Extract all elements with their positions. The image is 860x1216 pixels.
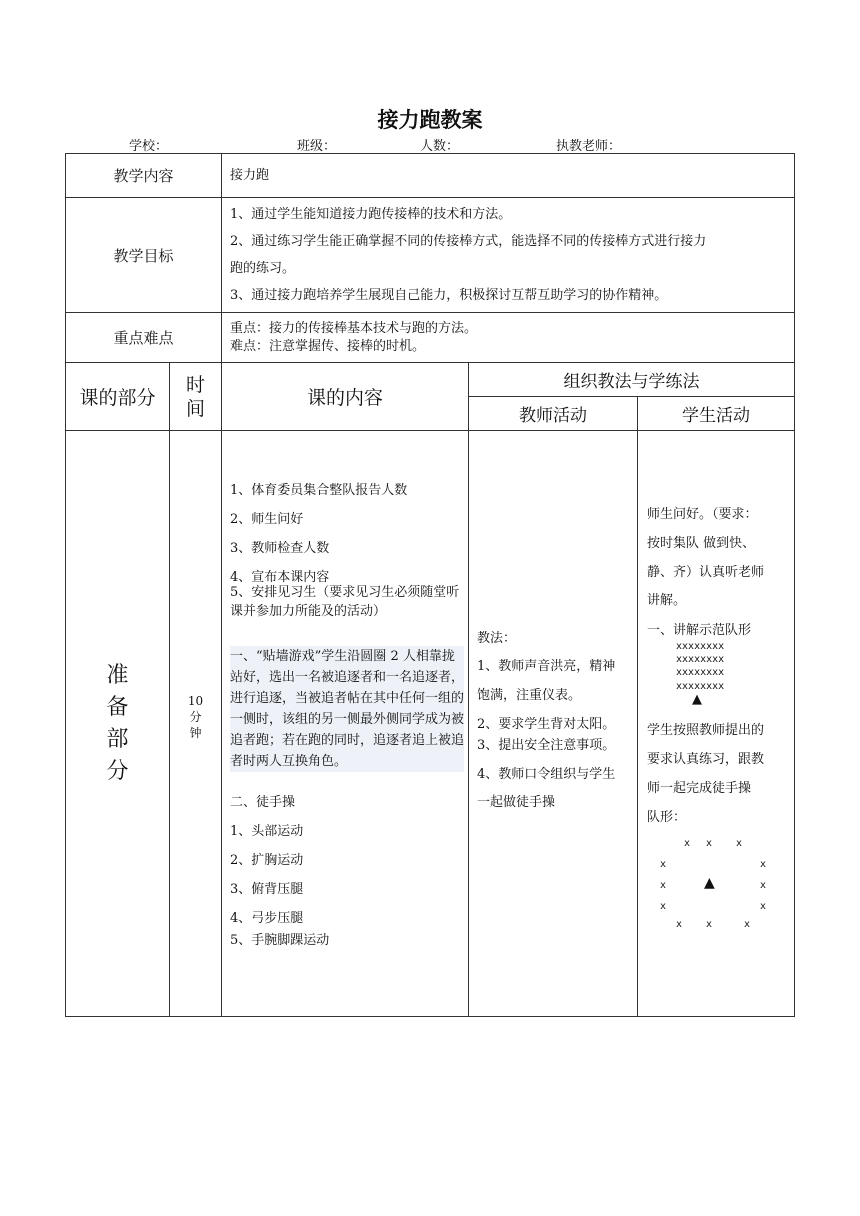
teacher-line-2: 1、教师声音洪亮，精神 <box>477 659 616 674</box>
game-description: 一、“贴墙游戏”学生沿圆圈 2 人相靠拢站好，选出一名被追逐者和一名追逐者，进行追逐，当被追者帖在其中任何一组的一侧时，该组的另一侧最外侧同学成为被追者跑；若在跑的同时，追逐者追上被追者时两人互换角色。 <box>230 646 464 772</box>
school-label: 学校： <box>129 139 169 154</box>
content-label: 教学内容 <box>66 154 222 198</box>
student-line-5: 一、讲解示范队形 <box>647 623 752 638</box>
circle-x: x <box>760 880 767 891</box>
formation-row-1: xxxxxxxx <box>676 641 725 652</box>
count-label: 人数： <box>420 139 460 154</box>
circle-x: x <box>684 838 691 849</box>
key-label: 重点难点 <box>66 313 222 363</box>
goal-2-cont: 跑的练习。 <box>230 261 296 276</box>
exercise-2: 2、扩胸运动 <box>230 853 304 868</box>
formation-row-3: xxxxxxxx <box>676 667 725 678</box>
student-line-9: 队形： <box>647 810 687 825</box>
teacher-activity-column <box>469 431 638 1017</box>
teacher-line-6: 4、教师口令组织与学生 <box>477 767 616 782</box>
circle-x: x <box>760 859 767 870</box>
student-line-1: 师生问好。（要求： <box>647 507 758 522</box>
header-student-activity: 学生活动 <box>638 397 795 431</box>
exercise-5: 5、手腕脚踝运动 <box>230 933 330 948</box>
student-line-2: 按时集队 做到快、 <box>647 536 756 551</box>
goal-2: 2、通过练习学生能正确掌握不同的传接棒方式，能选择不同的传接棒方式进行接力 <box>230 234 707 249</box>
circle-x: x <box>706 919 713 930</box>
goals-cell <box>222 198 795 313</box>
teacher-line-7: 一起做徒手操 <box>477 795 556 810</box>
circle-x: x <box>744 919 751 930</box>
content-item-2: 2、师生问好 <box>230 512 304 527</box>
student-line-4: 讲解。 <box>647 593 687 608</box>
circle-x: x <box>676 919 683 930</box>
exercise-3: 3、俯背压腿 <box>230 882 304 897</box>
content-item-3: 3、教师检查人数 <box>230 541 330 556</box>
exercise-title: 二、徒手操 <box>230 795 296 810</box>
content-value: 接力跑 <box>222 154 795 198</box>
teacher-label: 执教老师： <box>556 139 622 154</box>
teacher-line-3: 饱满，注重仪表。 <box>477 688 582 703</box>
teacher-line-5: 3、提出安全注意事项。 <box>477 738 616 753</box>
goal-3: 3、通过接力跑培养学生展现自己能力，积极探讨互帮互助学习的协作精神。 <box>230 288 668 303</box>
goals-label: 教学目标 <box>66 198 222 313</box>
header-org: 组织教法与学练法 <box>469 363 795 397</box>
teacher-triangle-icon: ▲ <box>692 692 703 707</box>
teacher-line-4: 2、要求学生背对太阳。 <box>477 717 616 732</box>
class-label: 班级： <box>297 139 337 154</box>
circle-x: x <box>706 838 713 849</box>
circle-x: x <box>760 901 767 912</box>
page-title: 接力跑教案 <box>377 108 483 132</box>
key-point: 重点：接力的传接棒基本技术与跑的方法。 <box>230 320 478 336</box>
exercise-4: 4、弓步压腿 <box>230 911 304 926</box>
student-line-8: 师一起完成徒手操 <box>647 781 752 796</box>
lesson-plan-table <box>65 153 795 1017</box>
exercise-1: 1、头部运动 <box>230 824 304 839</box>
teacher-line-1: 教法： <box>477 631 517 646</box>
circle-x: x <box>660 859 667 870</box>
part-cell: 准 备 部 分 <box>66 431 170 1017</box>
difficult-point: 难点：注意掌握传、接棒的时机。 <box>230 338 426 354</box>
header-content: 课的内容 <box>222 363 469 431</box>
content-item-1: 1、体育委员集合整队报告人数 <box>230 483 408 498</box>
header-time: 时 间 <box>170 363 222 431</box>
circle-x: x <box>736 838 743 849</box>
formation-row-2: xxxxxxxx <box>676 654 725 665</box>
student-line-6: 学生按照教师提出的 <box>647 723 765 738</box>
formation-row-4: xxxxxxxx <box>676 681 725 692</box>
content-item-4: 4、宣布本课内容 <box>230 570 330 585</box>
header-part: 课的部分 <box>66 363 170 431</box>
student-line-7: 要求认真练习，跟教 <box>647 752 765 767</box>
key-cell <box>222 313 795 363</box>
student-line-3: 静、齐）认真听老师 <box>647 565 765 580</box>
header-teacher-activity: 教师活动 <box>469 397 638 431</box>
content-column <box>222 431 469 1017</box>
time-cell: 10 分 钟 <box>170 431 222 1017</box>
time-number: 10 <box>187 694 204 708</box>
circle-x: x <box>660 901 667 912</box>
goal-1: 1、通过学生能知道接力跑传接棒的技术和方法。 <box>230 207 512 222</box>
circle-x: x <box>660 880 667 891</box>
student-activity-column <box>638 431 795 1017</box>
content-item-5: 5、安排见习生（要求见习生必须随堂听课并参加力所能及的活动） <box>230 585 460 619</box>
center-triangle-icon: ▲ <box>704 875 715 891</box>
